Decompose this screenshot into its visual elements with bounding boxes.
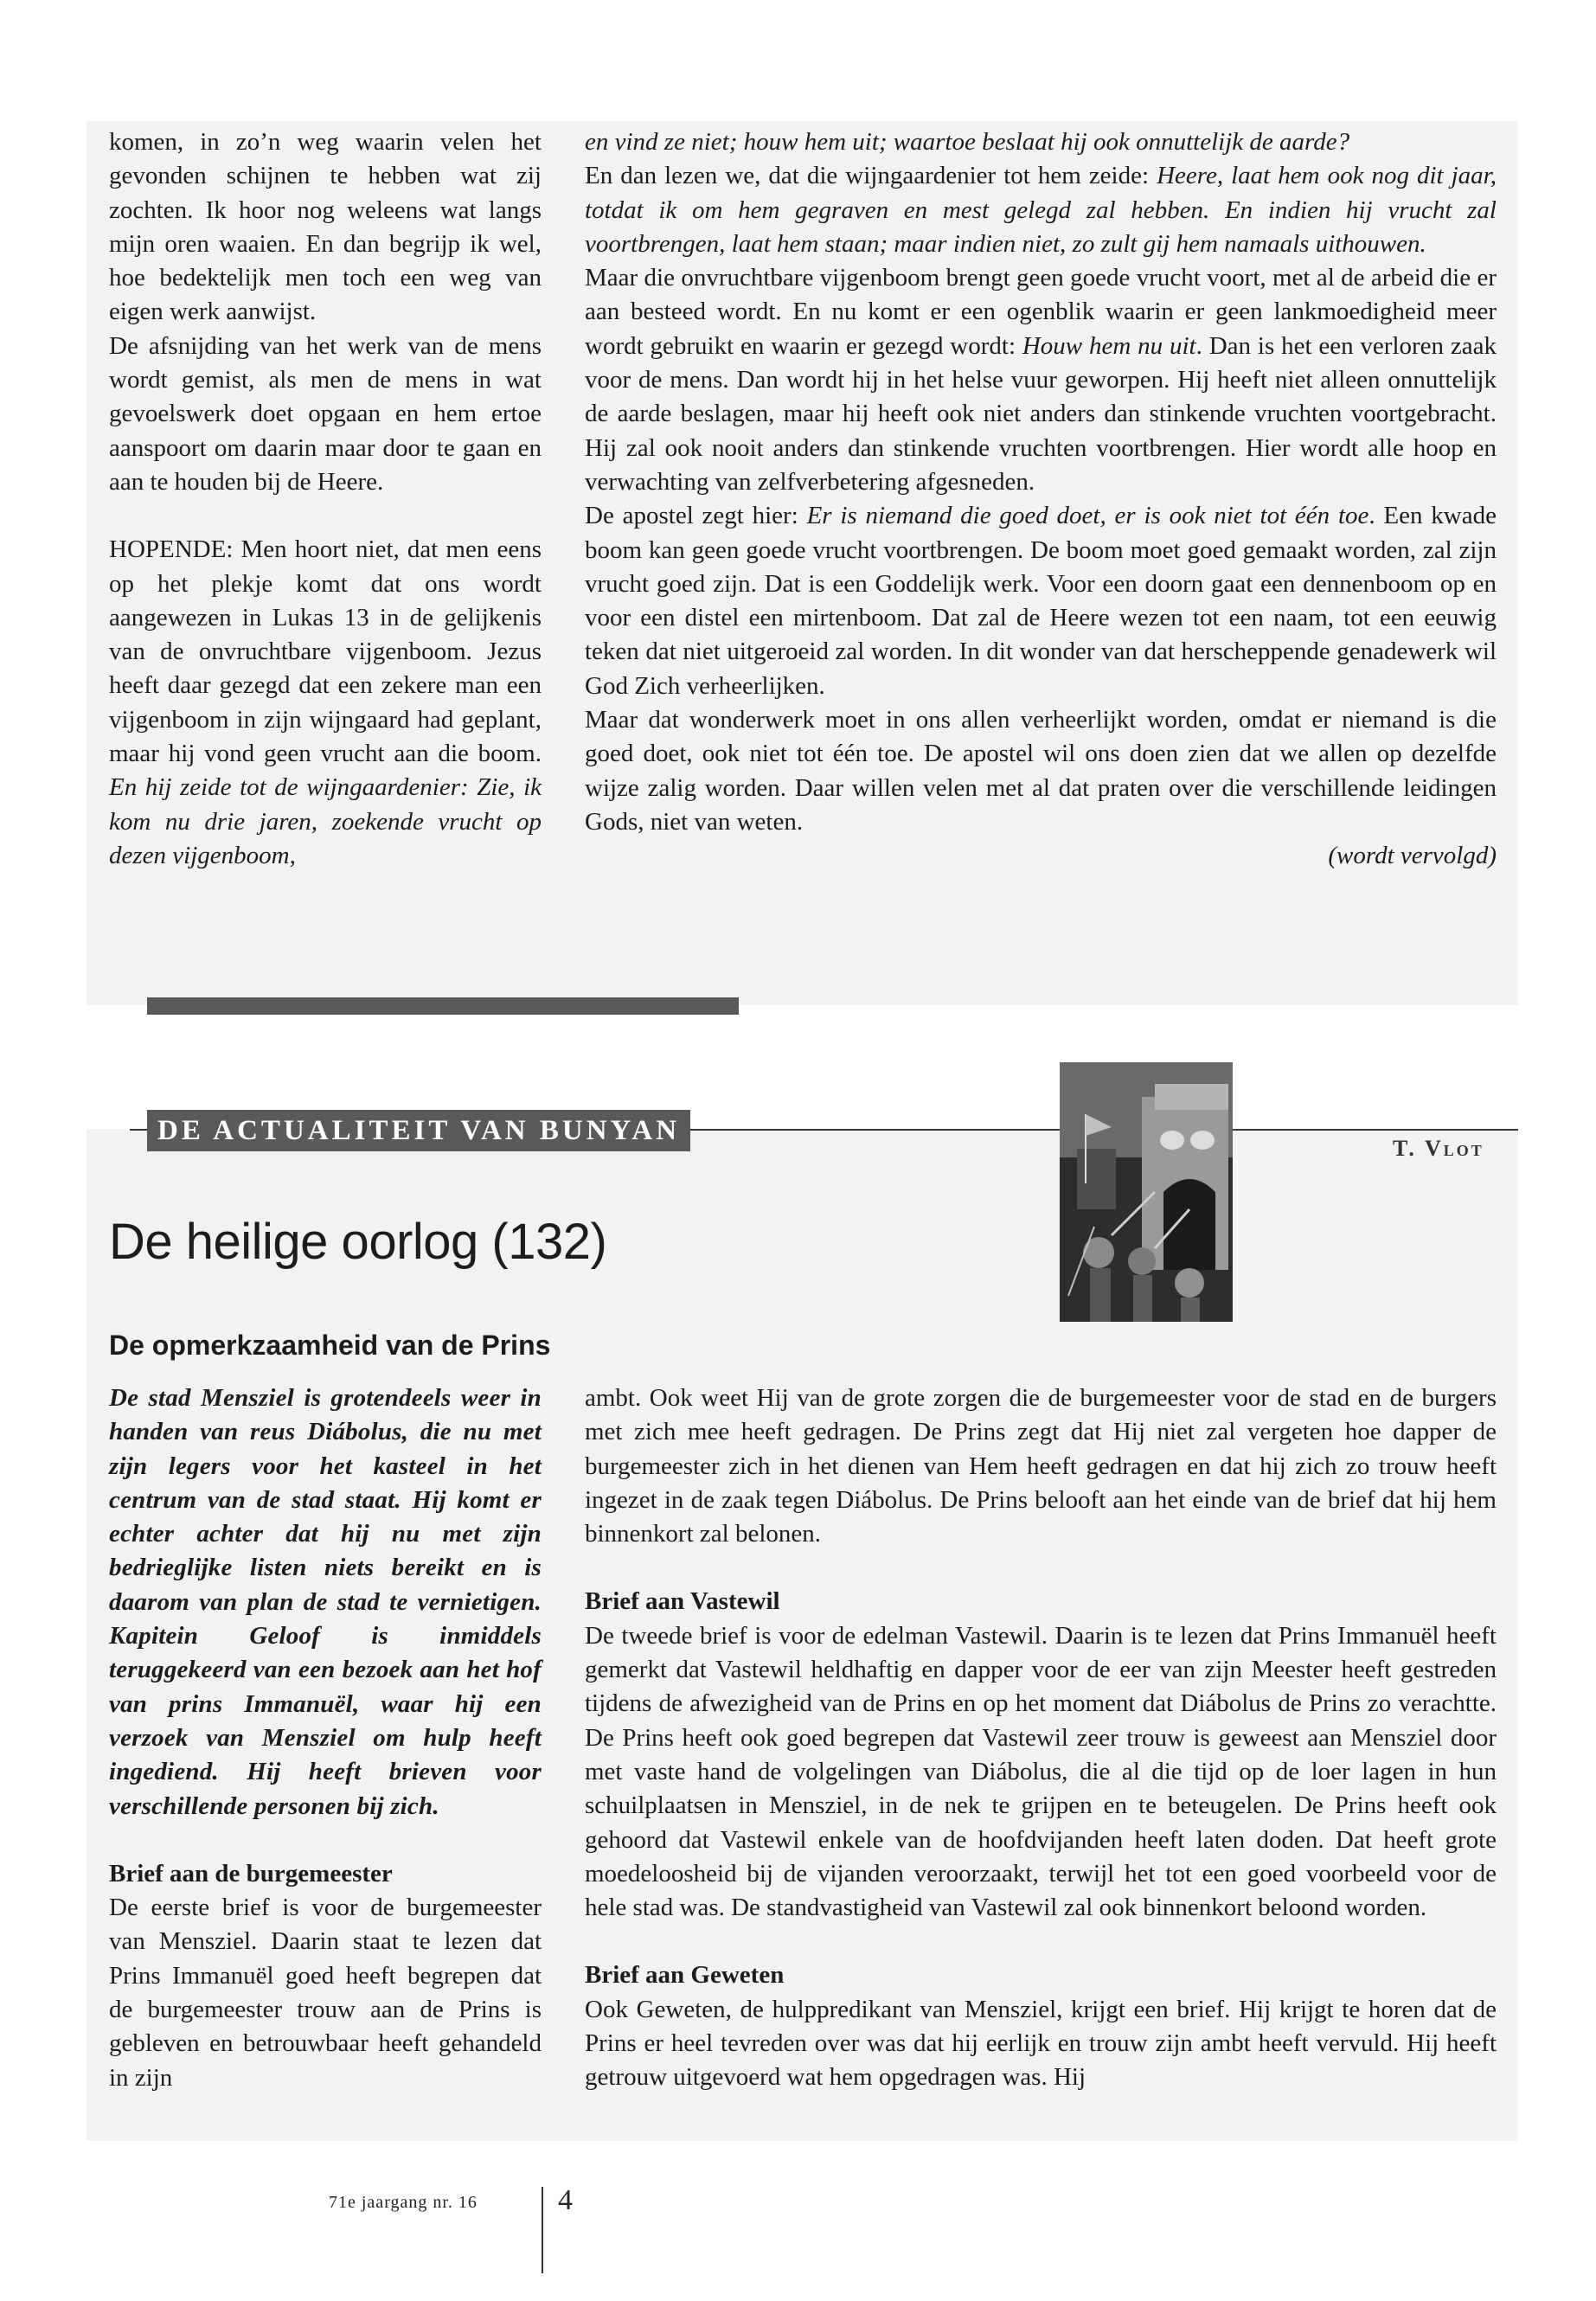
subheading-geweten: Brief aan Geweten — [585, 1961, 785, 1990]
intro-paragraph: De stad Mensziel is grotendeels weer in handen van reus Diábolus, die nu met zijn legers voor het kasteel in het centrum van de stad staat. Hij komt er echter achter dat hij nu met zijn bedrieglijke listen niets bereikt en is daarom van plan de stad te vernietigen. Kapitein Geloof is inmiddels teruggekeerd van een bezoek aan het hof van prins Immanuël, waar hij een verzoek van Mensziel om hulp heeft ingediend. Hij heeft brieven voor verschillende personen bij zich. — [109, 1384, 542, 1820]
subheading-vastewil: Brief aan Vastewil — [585, 1587, 780, 1616]
page-number: 4 — [558, 2184, 573, 2216]
paragraph: De tweede brief is voor de edelman Vastewil. Daarin is te lezen dat Prins Immanuël heeft gemerkt dat Vastewil heldhaftig en dapper voor de eer van zijn Meester heeft gestreden tijdens de afwezigheid van de Prins en op het moment dat Diábolus de Prins zo verachtte. De Prins heeft ook goed begrepen dat Vastewil zeer trouw is geweest aan Mensziel door met vaste hand de volgelingen van Diábolus, die al die tijd op de loer lagen in hun schuilplaatsen in Mensziel, in de nek te grijpen en te beteugelen. De Prins heeft ook gehoord dat Vastewil enkele van de hoofdvijanden heeft laten doden. Dat heeft grote moedeloosheid bij de vijanden veroorzaakt, terwijl het tot een goed voorbeeld voor de hele stad was. De standvastigheid van Vastewil zal ook binnenkort beloond worden. — [585, 1621, 1497, 1922]
paragraph: De afsnijding van het werk van de mens wordt gemist, als men de mens in wat gevoelswerk doet opgaan en hem ertoe aanspoort om daarin maar door te gaan en aan te houden bij de Heere. — [109, 331, 542, 496]
paragraph: En dan lezen we, dat die wijngaardenier tot hem zeide: Heere, laat hem ook nog dit jaar, totdat ik om hem gegraven en mest gelegd zal hebben. En indien hij vrucht zal voortbrengen, laat hem staan; maar indien niet, zo zult gij hem namaals uithouwen. — [585, 162, 1497, 258]
top-left-column — [109, 125, 542, 873]
paragraph: Maar dat wonderwerk moet in ons allen verheerlijkt worden, omdat er niemand is die goed doet, ook niet tot één toe. De apostel wil ons doen zien dat we allen op dezelfde wijze zalig worden. Daar willen velen met al dat praten over die verschillende leidingen Gods, niet van weten. — [585, 706, 1497, 836]
article-title: De heilige oorlog (132) — [109, 1214, 607, 1270]
paragraph: Ook Geweten, de hulppredikant van Mensziel, krijgt een brief. Hij krijgt te horen dat de Prins er heel tevreden over was dat hij eerlijk en trouw zijn ambt heeft vervuld. Hij heeft getrouw uitgevoerd wat hem opgedragen was. Hij — [585, 1995, 1497, 2092]
author-name: T. Vlot — [1393, 1136, 1484, 1161]
issue-info: 71e jaargang nr. 16 — [329, 2193, 478, 2212]
scripture-quote: En hij zeide tot de wijngaardenier: Zie, ik kom nu drie jaren, zoekende vrucht op dezen vijgenboom, — [109, 773, 542, 869]
section-label: DE ACTUALITEIT VAN BUNYAN — [147, 1110, 690, 1151]
footer-divider — [542, 2187, 543, 2273]
paragraph: Maar die onvruchtbare vijgenboom brengt geen goede vrucht voort, met al de arbeid die er aan besteed wordt. En nu komt er een ogenblik waarin er geen lankmoedigheid meer wordt gebruikt en waarin er gezegd wordt: Houw hem nu uit. Dan is het een verloren zaak voor de mens. Dan wordt hij in het helse vuur geworpen. Hij heeft niet alleen onnuttelijk de aarde beslagen, maar hij heeft ook niet anders dan stinkende vruchten voortgebracht. Hij zal ook nooit anders dan stinkende vruchten voortbrengen. Hier wordt alle hoop en verwachting van zelfverbetering afgesneden. — [585, 264, 1497, 496]
article-right-column — [585, 1381, 1497, 2095]
divider-bar — [147, 997, 739, 1015]
paragraph: De apostel zegt hier: Er is niemand die goed doet, er is ook niet tot één toe. Een kwade boom kan geen goede vrucht voortbrengen. De boom moet goed gemaakt worden, zal zijn vrucht goed zijn. Dat is een Goddelijk werk. Voor een doorn gaat een dennenboom op en voor een distel een mirtenboom. Dat zal de Heere wezen tot een naam, tot een eeuwig teken dat niet uitgeroeid zal worden. In dit wonder van dat herscheppende genadewerk wil God Zich verheerlijken. — [585, 502, 1497, 700]
continued-note: (wordt vervolgd) — [1328, 842, 1497, 870]
paragraph: en vind ze niet; houw hem uit; waartoe beslaat hij ook onnuttelijk de aarde? — [585, 128, 1350, 156]
paragraph: HOPENDE: Men hoort niet, dat men eens op het plekje komt dat ons wordt aangewezen in Lukas 13 in de gelijkenis van de onvruchtbare vijgenboom. Jezus heeft daar gezegd dat een zekere man een vijgenboom in zijn wijngaard had geplant, maar hij vond geen vrucht aan die boom. En hij zeide tot de wijngaardenier: Zie, ik kom nu drie jaren, zoekende vrucht op dezen vijgenboom, — [109, 535, 542, 869]
paragraph: komen, in zo’n weg waarin velen het gevonden schijnen te hebben wat zij zochten. Ik hoor nog weleens wat langs mijn oren waaien. En dan begrijp ik wel, hoe bedektelijk men toch een weg van eigen werk aanwijst. — [109, 128, 542, 326]
article-subtitle: De opmerkzaamheid van de Prins — [109, 1330, 551, 1361]
engraving-illustration — [1060, 1062, 1233, 1322]
paragraph: De eerste brief is voor de burgemeester van Mensziel. Daarin staat te lezen dat Prins Immanuël goed heeft begrepen dat de burgemeester trouw aan de Prins is gebleven en betrouwbaar heeft gehandeld in zijn — [109, 1894, 542, 2092]
subheading-burgemeester: Brief aan de burgemeester — [109, 1859, 393, 1888]
top-right-column — [585, 125, 1497, 874]
paragraph: ambt. Ook weet Hij van de grote zorgen die de burgemeester voor de stad en de burgers met zich mee heeft gedragen. De Prins zegt dat Hij niet zal vergeten hoe dapper de burgemeester zich in het dienen van Hem heeft gedragen en dat hij zich zo trouw heeft ingezet in de zaak tegen Diábolus. De Prins belooft aan het einde van de brief dat hij hem binnenkort zal belonen. — [585, 1384, 1497, 1548]
article-left-column — [109, 1381, 542, 2095]
